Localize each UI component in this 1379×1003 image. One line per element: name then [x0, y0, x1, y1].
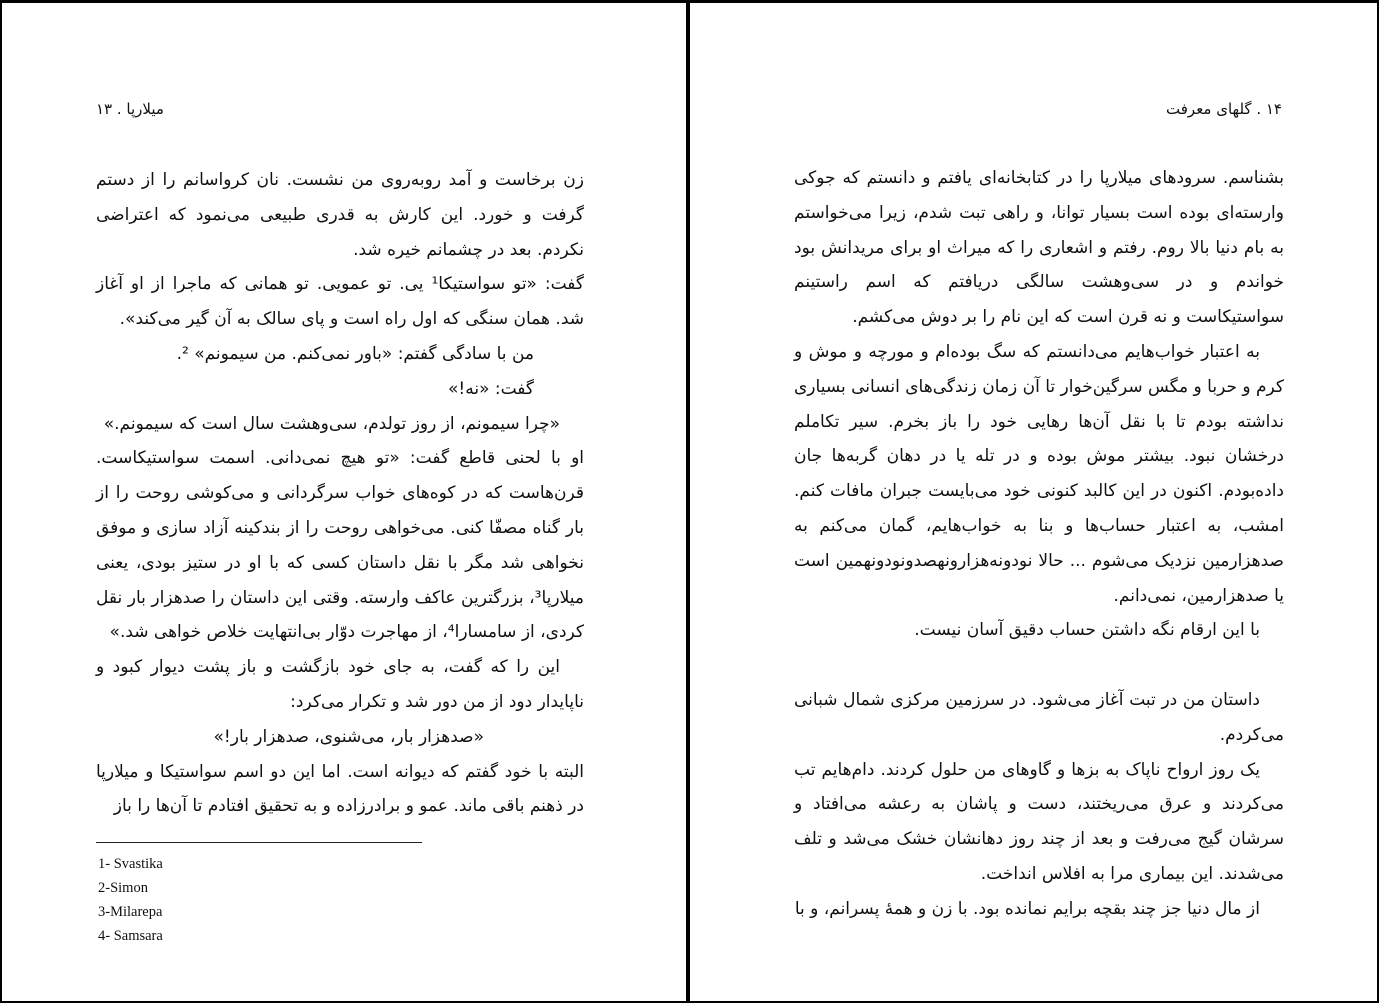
left-page-body	[96, 163, 584, 824]
footnotes	[98, 852, 163, 948]
paragraph: البته با خود گفتم که دیوانه است. اما این دو اسم سواستیکا و میلارپا در ذهنم باقی ماند. عمو و برادرزاده و به تحقیق افتادم تا آن‌ها را باز	[96, 761, 584, 817]
footnote-item: 1- Svastika	[98, 856, 163, 872]
footnote-item: 3-Milarepa	[98, 904, 163, 920]
paragraph: داستان من در تبت آغاز می‌شود. در سرزمین مرکزی شمال شبانی می‌کردم.	[794, 689, 1284, 745]
left-page	[2, 0, 686, 1003]
paragraph: یک روز ارواح ناپاک به بزها و گاوهای من حلول کردند. دام‌هایم تب می‌کردند و عرق می‌ریختند، دست و پاشان به رعشه می‌افتاد و سرشان گیج می‌رفت و بعد از چند روز دهانشان خشک می‌شد و تلف می‌شدند. این بیماری مرا به افلاس انداخت.	[794, 759, 1284, 884]
paragraph: بشناسم. سرودهای میلارپا را در کتابخانه‌ای یافتم و دانستم که جوکی وارسته‌ای بوده است بسیار توانا، و راهی تبت شدم، زیرا می‌خواستم به بام دنیا بالا روم. رفتم و اشعاری را که میراث او برای مریدانش بود خواندم و در سی‌وهشت سالگی دریافتم که اسم راستینم سواستیکاست و نه قرن است که این نام را بر دوش می‌کشم.	[794, 168, 1284, 328]
footnote-item: 4- Samsara	[98, 928, 163, 944]
paragraph: زن برخاست و آمد روبه‌روی من نشست. نان کرواسانم را از دستم گرفت و خورد. این کارش به قدری طبیعی می‌نمود که اعتراضی نکردم. بعد در چشمانم خیره شد.	[96, 170, 584, 260]
paragraph: «صدهزار بار، می‌شنوی، صدهزار بار!»	[213, 726, 484, 747]
running-head-left: میلارپا . ۱۳	[96, 100, 164, 118]
paragraph: با این ارقام نگه داشتن حساب دقیق آسان نیست.	[914, 620, 1260, 641]
paragraph: به اعتبار خواب‌هایم می‌دانستم که سگ بوده‌ام و مورچه و موش و کرم و حربا و مگس سرگین‌خوار تا آن زمان زندگی‌های انسانی بسیاری نداشته بودم تا با نقل آن‌ها رهایی خود را باز بخرم. سیر تکاملم درخشان نبود. بیشتر موش بوده و در تله یا در دهان گربه‌ها جان داده‌بودم. اکنون در این کالبد کنونی خود می‌بایست جبران مافات کنم. امشب، به اعتبار حساب‌ها و بنا به خواب‌هایم، گمان می‌کنم به صدهزارمین نزدیک می‌شوم ... حالا نودونه‌هزارونهصدونودونهمین است یا صدهزارمین، نمی‌دانم.	[794, 341, 1284, 606]
paragraph: گفت: «نه!»	[448, 378, 534, 399]
right-page	[690, 0, 1377, 1003]
footnote-item: 2-Simon	[98, 880, 148, 896]
paragraph: از مال دنیا جز چند بقچه برایم نمانده بود. با زن و همهٔ پسرانم، و با	[794, 898, 1260, 919]
paragraph: من با سادگی گفتم: «باور نمی‌کنم. من سیمونم» ².	[176, 343, 534, 364]
paragraph: او با لحنی قاطع گفت: «تو هیچ نمی‌دانی. اسمت سواستیکاست. قرن‌هاست که در کوه‌های خواب سرگردانی و می‌کوشی روحت را از بار گناه مصفّا کنی. می‌خواهی روحت را از بندکینه آزاد سازی و موفق نخواهی شد مگر با نقل داستان کسی که با او در ستیز بودی، یعنی میلارپا³، بزرگترین عاکف وارسته. وقتی این داستان را صدهزار بار نقل کردی، از سامسارا⁴، از مهاجرت دوّار بی‌انتهایت خلاص خواهی شد.»	[96, 448, 584, 643]
running-head-right: ۱۴ . گلهای معرفت	[1166, 100, 1282, 118]
right-page-body	[794, 161, 1284, 927]
paragraph: این را که گفت، به جای خود بازگشت و باز پشت دیوار کبود و ناپایدار دود از من دور شد و تکرار می‌کرد:	[96, 657, 584, 712]
section-break	[794, 648, 1284, 683]
paragraph: «چرا سیمونم، از روز تولدم، سی‌وهشت سال است که سیمونم.»	[103, 413, 560, 434]
footnote-divider	[96, 842, 422, 843]
paragraph: گفت: «تو سواستیکا¹ یی. تو عمویی. تو همانی که ماجرا از او آغاز شد. همان سنگی که اول راه است و پای سالک به آن گیر می‌کند».	[96, 274, 584, 330]
